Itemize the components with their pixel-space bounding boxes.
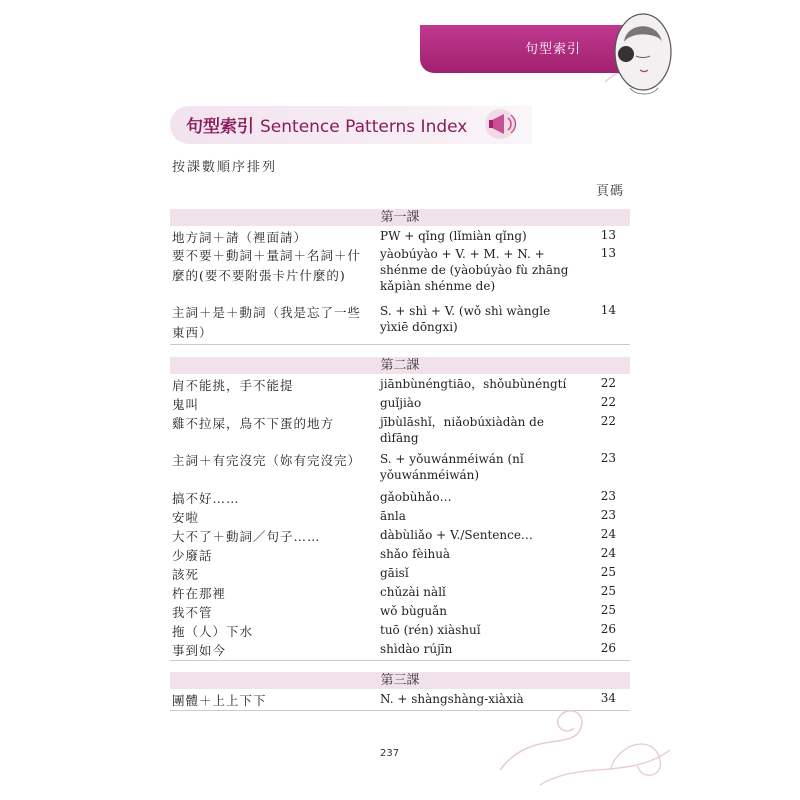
pattern-page: 23 bbox=[600, 489, 616, 503]
pattern-pinyin: N. + shàngshàng-xiàxià bbox=[380, 692, 524, 706]
pattern-pinyin: shìdào rújīn bbox=[380, 642, 453, 656]
page-number: 237 bbox=[380, 748, 400, 759]
pattern-zh: 肩不能挑，手不能提 bbox=[172, 378, 294, 393]
pattern-pinyin: S. + yǒuwánméiwán (nǐ yǒuwánméiwán) bbox=[380, 452, 524, 482]
pattern-page: 22 bbox=[600, 376, 616, 390]
pattern-page: 25 bbox=[600, 565, 616, 579]
pattern-page: 13 bbox=[600, 228, 616, 242]
portrait-illustration bbox=[610, 12, 676, 98]
pattern-zh: 該死 bbox=[172, 567, 200, 582]
pattern-pinyin: PW + qǐng (lǐmiàn qǐng) bbox=[380, 229, 527, 243]
pattern-zh: 杵在那裡 bbox=[172, 586, 227, 601]
pattern-zh: 我不管 bbox=[172, 605, 213, 620]
decorative-swirl bbox=[480, 690, 690, 790]
lesson-heading: 第三課 bbox=[170, 672, 630, 689]
pattern-zh: 少廢話 bbox=[172, 548, 213, 563]
pattern-page: 25 bbox=[600, 584, 616, 598]
pattern-zh: 雞不拉屎，鳥不下蛋的地方 bbox=[172, 416, 335, 431]
pattern-pinyin: dàbùliǎo + V./Sentence… bbox=[380, 528, 533, 542]
pattern-page: 26 bbox=[600, 622, 616, 636]
page-title bbox=[186, 112, 467, 137]
lesson-heading: 第一課 bbox=[170, 209, 630, 226]
pattern-page: 13 bbox=[600, 246, 616, 260]
page-title-en: Sentence Patterns Index bbox=[260, 117, 468, 137]
pattern-page: 23 bbox=[600, 508, 616, 522]
pattern-zh: 主詞＋是＋動詞（我是忘了一些東西） bbox=[172, 305, 362, 340]
pattern-page: 25 bbox=[600, 603, 616, 617]
pattern-zh: 地方詞＋請（裡面請） bbox=[172, 230, 308, 245]
pattern-pinyin: shǎo fèihuà bbox=[380, 547, 451, 561]
table-row bbox=[170, 303, 630, 343]
pattern-zh: 團體＋上上下下 bbox=[172, 693, 267, 708]
pattern-pinyin: S. + shì + V. (wǒ shì wàngle yìxiē dōngxi) bbox=[380, 304, 551, 334]
pattern-page: 26 bbox=[600, 641, 616, 655]
pattern-page: 34 bbox=[600, 691, 616, 705]
page-column-label: 頁碼 bbox=[596, 184, 625, 199]
section-divider bbox=[170, 344, 630, 345]
pattern-pinyin: guǐjiào bbox=[380, 396, 422, 410]
page-title-zh: 句型索引 bbox=[186, 117, 254, 137]
pattern-zh: 大不了＋動詞／句子…… bbox=[172, 529, 321, 544]
pattern-page: 23 bbox=[600, 451, 616, 465]
pattern-zh: 事到如今 bbox=[172, 643, 227, 658]
table-row bbox=[170, 246, 630, 302]
section-divider bbox=[170, 660, 630, 661]
pattern-pinyin: tuō (rén) xiàshuǐ bbox=[380, 623, 481, 637]
pattern-pinyin: gāisǐ bbox=[380, 566, 409, 580]
pattern-zh: 拖（人）下水 bbox=[172, 624, 254, 639]
pattern-pinyin: yàobúyào + V. + M. + N. + shénme de (yàobúyào fù zhāng kǎpiàn shénme de) bbox=[380, 247, 569, 293]
megaphone-icon bbox=[484, 108, 522, 140]
pattern-pinyin: ānla bbox=[380, 509, 406, 523]
pattern-page: 24 bbox=[600, 546, 616, 560]
pattern-pinyin: chǔzài nàlǐ bbox=[380, 585, 446, 599]
pattern-page: 24 bbox=[600, 527, 616, 541]
header-ribbon-label: 句型索引 bbox=[524, 42, 581, 57]
pattern-zh: 鬼叫 bbox=[172, 397, 200, 412]
pattern-pinyin: jiānbùnéngtiāo，shǒubùnéngtí bbox=[380, 377, 567, 391]
pattern-page: 14 bbox=[600, 303, 616, 317]
ordering-note: 按課數順序排列 bbox=[172, 160, 278, 175]
pattern-pinyin: gǎobùhǎo… bbox=[380, 490, 452, 504]
pattern-zh: 搞不好…… bbox=[172, 491, 240, 506]
pattern-pinyin: wǒ bùguǎn bbox=[380, 604, 448, 618]
lesson-heading: 第二課 bbox=[170, 357, 630, 374]
pattern-zh: 安啦 bbox=[172, 510, 200, 525]
pattern-zh: 要不要＋動詞＋量詞＋名詞＋什麼的(要不要附張卡片什麼的) bbox=[172, 248, 362, 283]
pattern-page: 22 bbox=[600, 414, 616, 428]
pattern-pinyin: jībùlāshǐ，niǎobúxiàdàn de dìfāng bbox=[380, 415, 544, 445]
pattern-page: 22 bbox=[600, 395, 616, 409]
table-row bbox=[170, 228, 630, 248]
pattern-zh: 主詞＋有完沒完（妳有完沒完） bbox=[172, 453, 362, 468]
